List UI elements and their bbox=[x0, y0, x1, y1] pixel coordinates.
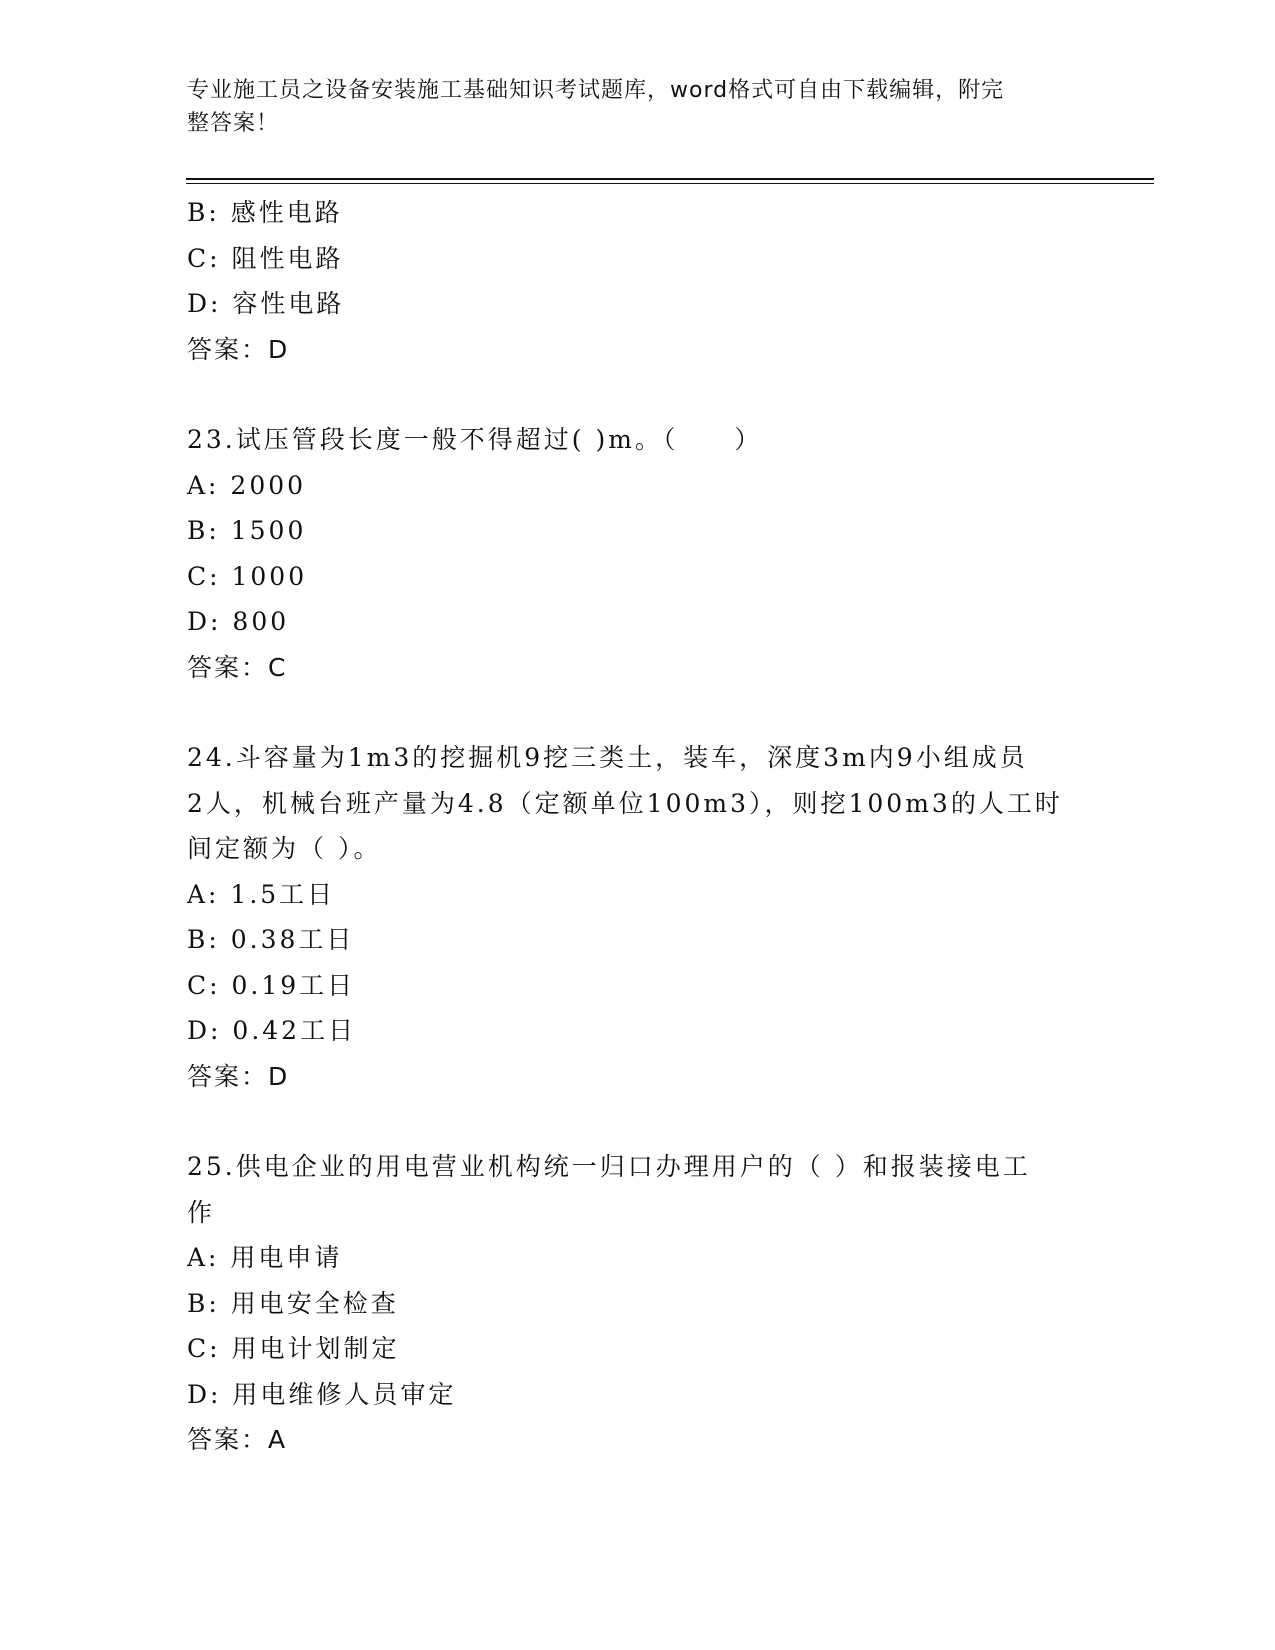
option-a: A: 用电申请 bbox=[187, 1243, 343, 1272]
option-c: C: 用电计划制定 bbox=[187, 1334, 400, 1363]
question-text-line: 间定额为（ ）。 bbox=[187, 834, 382, 863]
option-d: D: 800 bbox=[187, 607, 290, 636]
option-c: C: 0.19工日 bbox=[187, 970, 356, 1000]
header-title-line-2: 整答案！ bbox=[187, 111, 280, 136]
header-rule-thick bbox=[186, 178, 1154, 180]
option-d: D: 容性电路 bbox=[187, 289, 345, 318]
question-fragment bbox=[187, 190, 1067, 372]
option-b: B: 0.38工日 bbox=[187, 925, 355, 954]
question-text-line: 24.斗容量为1m3的挖掘机9挖三类土，装车，深度3m内9小组成员 bbox=[187, 743, 1028, 772]
answer-line: 答案：A bbox=[187, 1425, 288, 1454]
spacer bbox=[187, 372, 1067, 417]
document-body bbox=[187, 190, 1067, 1463]
option-b: B: 感性电路 bbox=[187, 198, 343, 227]
answer-line: 答案：D bbox=[187, 1061, 290, 1091]
header-title-line-1: 专业施工员之设备安装施工基础知识考试题库，word格式可自由下载编辑，附完 bbox=[187, 78, 1005, 103]
question-text-line: 23.试压管段长度一般不得超过( )m。（ ） bbox=[187, 425, 763, 454]
question-text-line: 25.供电企业的用电营业机构统一归口办理用户的（ ）和报装接电工 bbox=[187, 1152, 1031, 1181]
question-23 bbox=[187, 417, 1067, 690]
answer-line: 答案：C bbox=[187, 652, 288, 682]
document-header bbox=[187, 74, 1067, 140]
question-text-line: 2人，机械台班产量为4.8（定额单位100m3），则挖100m3的人工时 bbox=[187, 788, 1063, 818]
option-a: A: 1.5工日 bbox=[187, 879, 336, 909]
option-d: D: 0.42工日 bbox=[187, 1016, 357, 1045]
question-25 bbox=[187, 1144, 1067, 1463]
option-c: C: 1000 bbox=[187, 561, 308, 591]
spacer bbox=[187, 1099, 1067, 1144]
spacer bbox=[187, 690, 1067, 735]
question-text-line: 作 bbox=[187, 1197, 216, 1227]
option-b: B: 1500 bbox=[187, 516, 307, 545]
option-c: C: 阻性电路 bbox=[187, 243, 344, 273]
option-b: B: 用电安全检查 bbox=[187, 1288, 399, 1318]
header-rule-thin bbox=[186, 183, 1154, 184]
answer-line: 答案：D bbox=[187, 334, 290, 364]
option-d: D: 用电维修人员审定 bbox=[187, 1379, 457, 1409]
option-a: A: 2000 bbox=[187, 470, 307, 500]
question-24 bbox=[187, 735, 1067, 1099]
